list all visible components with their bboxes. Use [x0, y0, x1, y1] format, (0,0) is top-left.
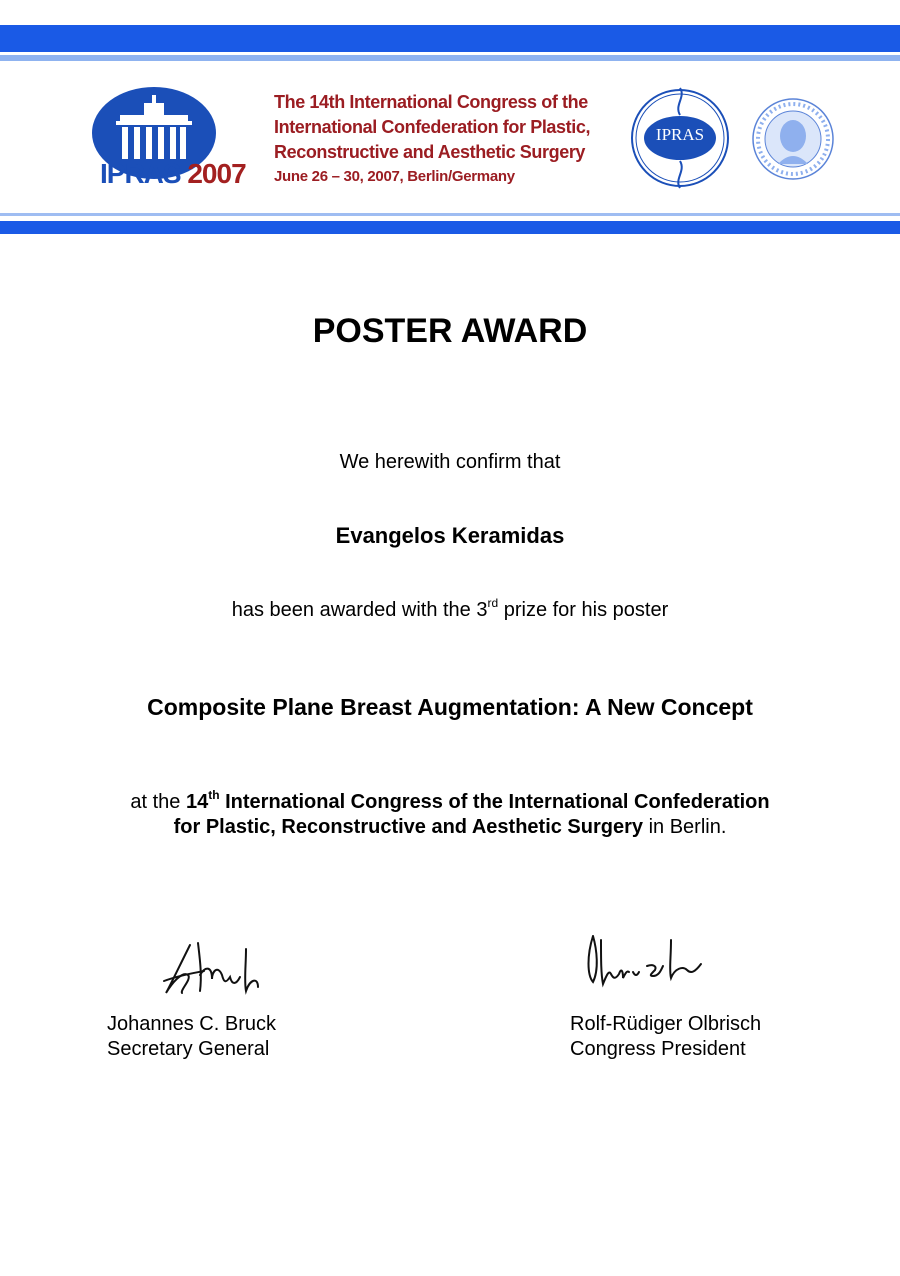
- congress-heading-line-3: Reconstructive and Aesthetic Surgery: [274, 142, 586, 162]
- header-band-bottom: [0, 221, 900, 234]
- signer-olbrisch-role: Congress President: [570, 1038, 746, 1060]
- award-statement: [0, 596, 900, 622]
- congress-statement-bold-2: for Plastic, Reconstructive and Aesthetic Surgery: [173, 816, 644, 838]
- congress-statement-bold-1: International Congress of the International Confederation: [219, 791, 770, 813]
- poster-title: Composite Plane Breast Augmentation: A New Concept: [147, 694, 753, 720]
- congress-statement-number: 14: [185, 791, 209, 813]
- congress-dates: June 26 – 30, 2007, Berlin/Germany: [274, 168, 515, 185]
- signer-olbrisch: [570, 1012, 761, 1062]
- header-band-top: [0, 25, 900, 52]
- congress-statement-suffix: in Berlin.: [643, 816, 727, 838]
- congress-statement-ordinal: th: [208, 788, 220, 802]
- award-statement-prefix: has been awarded with the 3: [231, 599, 488, 621]
- ipras-2007-logo-text: IPRAS 2007: [100, 158, 246, 189]
- congress-statement: [0, 790, 900, 840]
- signer-bruck-role: Secretary General: [107, 1038, 270, 1060]
- award-title: POSTER AWARD: [312, 312, 588, 350]
- header-band-bottom-thin: [0, 213, 900, 216]
- header-band-top-thin: [0, 55, 900, 61]
- signer-olbrisch-name: Rolf-Rüdiger Olbrisch: [570, 1013, 762, 1035]
- confirm-text: We herewith confirm that: [339, 451, 561, 473]
- congress-heading-line-1: The 14th International Congress of the: [274, 92, 588, 112]
- recipient-name: Evangelos Keramidas: [335, 523, 565, 548]
- signature-bruck: [160, 935, 270, 1000]
- award-statement-suffix: prize for his poster: [498, 599, 669, 621]
- signer-bruck: [107, 1012, 276, 1062]
- signature-olbrisch: [583, 930, 708, 990]
- congress-statement-prefix: at the: [130, 791, 186, 813]
- signer-bruck-name: Johannes C. Bruck: [107, 1013, 276, 1035]
- congress-heading: [274, 90, 614, 165]
- award-statement-ordinal: rd: [487, 596, 499, 610]
- ipras-seal-label: IPRAS: [655, 125, 705, 144]
- congress-heading-line-2: International Confederation for Plastic,: [274, 117, 591, 137]
- society-medallion-icon: [750, 96, 836, 182]
